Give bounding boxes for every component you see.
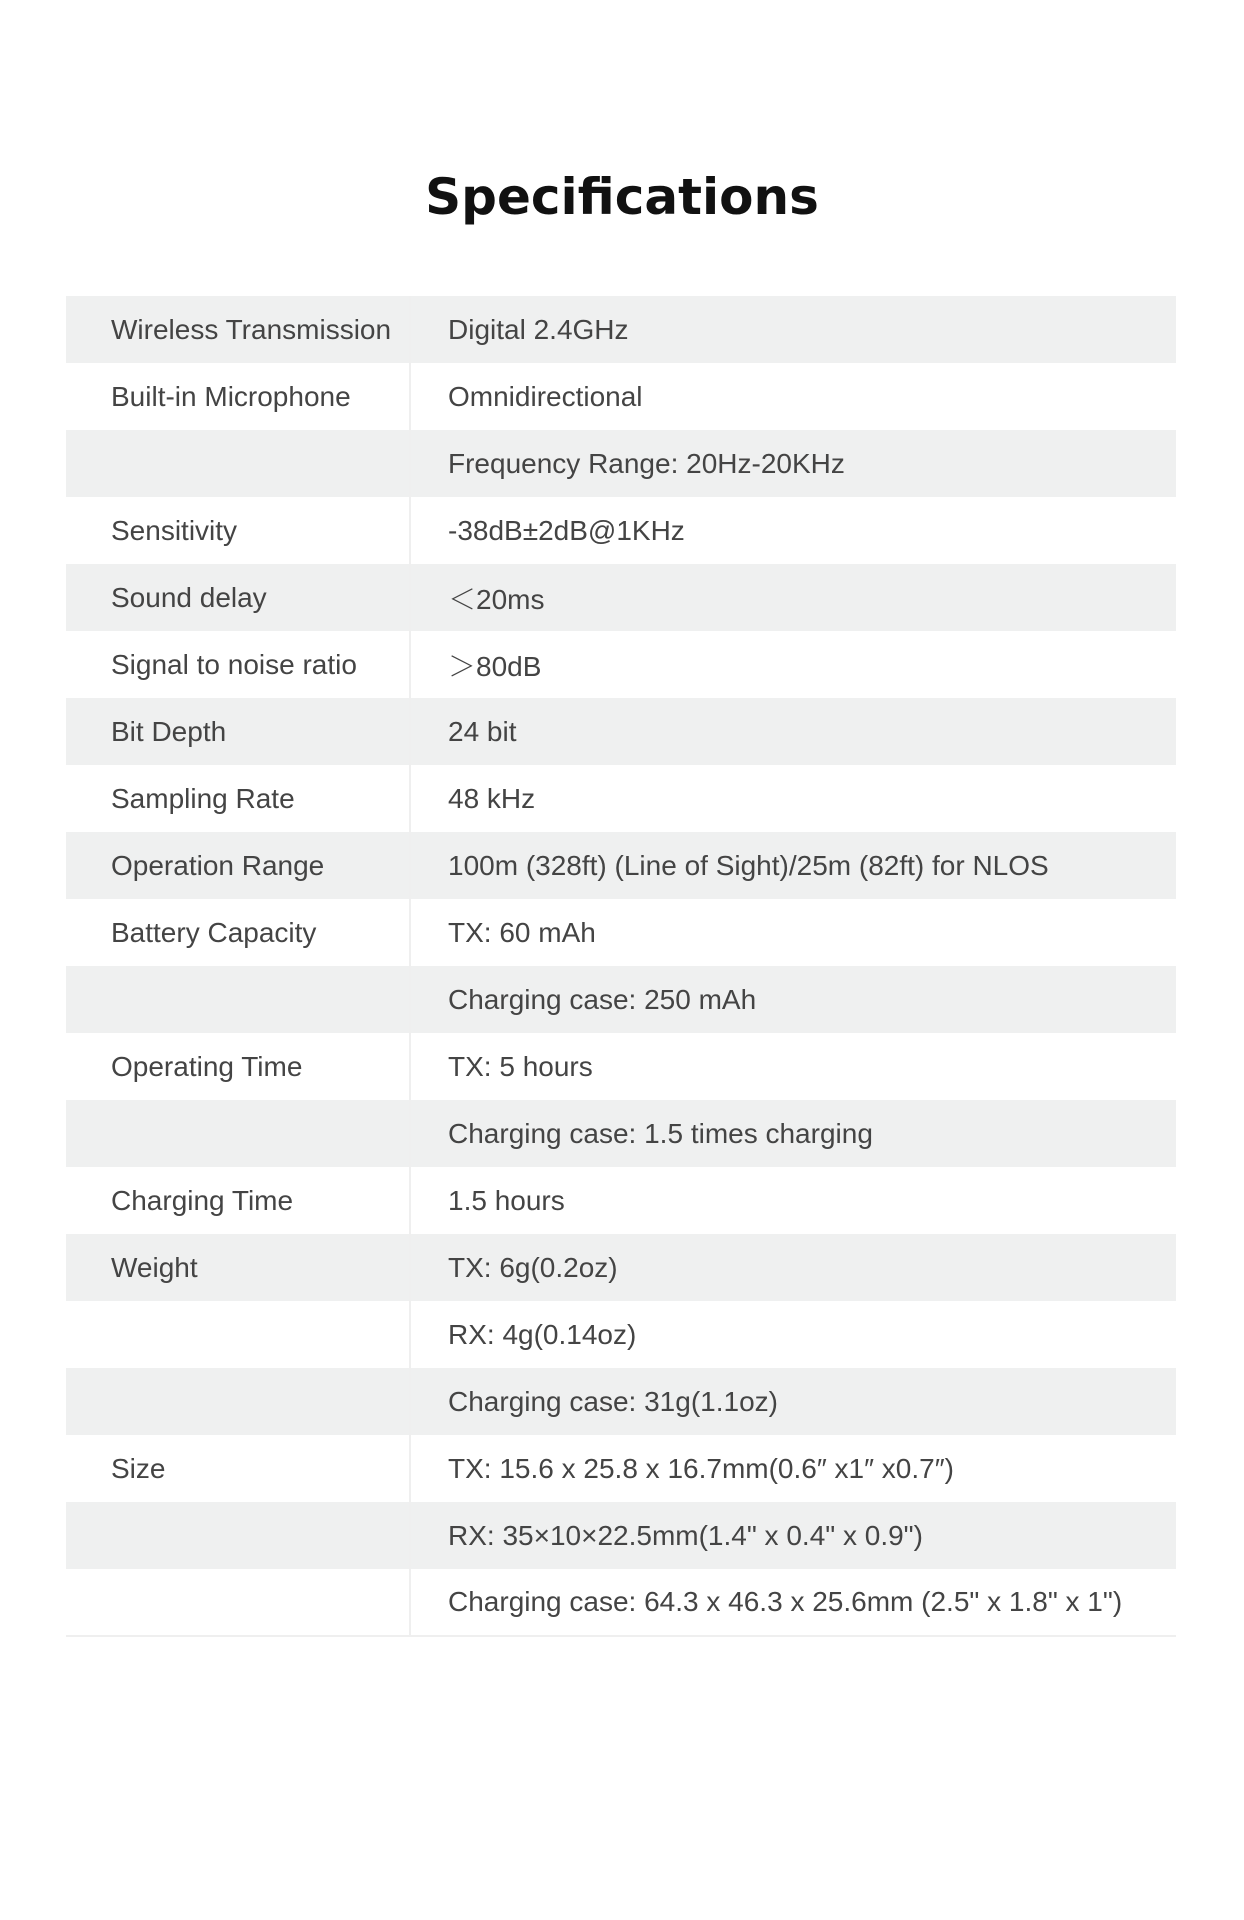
spec-value-signal-to-noise: ＞80dB <box>410 631 1176 698</box>
spec-value-size-case: Charging case: 64.3 x 46.3 x 25.6mm (2.5" x 1.8" x 1") <box>410 1569 1176 1636</box>
spec-value-operation-range: 100m (328ft) (Line of Sight)/25m (82ft) for NLOS <box>410 832 1176 899</box>
table-row <box>66 1435 1176 1502</box>
spec-label-bit-depth: Bit Depth <box>66 698 410 765</box>
spec-value-operating-time-case: Charging case: 1.5 times charging <box>410 1100 1176 1167</box>
table-row <box>66 497 1176 564</box>
spec-value-size-rx: RX: 35×10×22.5mm(1.4" x 0.4" x 0.9") <box>410 1502 1176 1569</box>
spec-value-size-tx: TX: 15.6 x 25.8 x 16.7mm(0.6″ x1″ x0.7″) <box>410 1435 1176 1502</box>
spec-value-bit-depth: 24 bit <box>410 698 1176 765</box>
table-row <box>66 363 1176 430</box>
table-row <box>66 1033 1176 1100</box>
spec-label-signal-to-noise: Signal to noise ratio <box>66 631 410 698</box>
spec-label-size: Size <box>66 1435 410 1502</box>
spec-label-sound-delay: Sound delay <box>66 564 410 631</box>
table-row <box>66 1234 1176 1301</box>
table-row <box>66 1301 1176 1368</box>
spec-value-built-in-microphone: Omnidirectional <box>410 363 1176 430</box>
table-row <box>66 966 1176 1033</box>
table-row <box>66 1569 1176 1636</box>
spec-label-operating-time: Operating Time <box>66 1033 410 1100</box>
table-row <box>66 631 1176 698</box>
spec-value-weight-tx: TX: 6g(0.2oz) <box>410 1234 1176 1301</box>
spec-value-operating-time-tx: TX: 5 hours <box>410 1033 1176 1100</box>
spec-label-empty <box>66 966 410 1033</box>
spec-label-sampling-rate: Sampling Rate <box>66 765 410 832</box>
spec-value-sound-delay: ＜20ms <box>410 564 1176 631</box>
spec-value-battery-capacity-case: Charging case: 250 mAh <box>410 966 1176 1033</box>
table-row <box>66 832 1176 899</box>
specifications-table <box>66 296 1176 1637</box>
table-row <box>66 765 1176 832</box>
spec-value-sensitivity: -38dB±2dB@1KHz <box>410 497 1176 564</box>
page-title: Specifications <box>425 168 819 226</box>
spec-label-empty <box>66 430 410 497</box>
table-row <box>66 698 1176 765</box>
table-row <box>66 899 1176 966</box>
spec-value-frequency-range: Frequency Range: 20Hz-20KHz <box>410 430 1176 497</box>
table-row <box>66 296 1176 363</box>
spec-label-built-in-microphone: Built-in Microphone <box>66 363 410 430</box>
spec-label-empty <box>66 1569 410 1636</box>
spec-label-empty <box>66 1368 410 1435</box>
spec-label-empty <box>66 1502 410 1569</box>
spec-label-sensitivity: Sensitivity <box>66 497 410 564</box>
table-row <box>66 1502 1176 1569</box>
spec-value-weight-case: Charging case: 31g(1.1oz) <box>410 1368 1176 1435</box>
table-row <box>66 1368 1176 1435</box>
spec-label-empty <box>66 1100 410 1167</box>
spec-value-weight-rx: RX: 4g(0.14oz) <box>410 1301 1176 1368</box>
table-row <box>66 564 1176 631</box>
table-row <box>66 1167 1176 1234</box>
spec-label-charging-time: Charging Time <box>66 1167 410 1234</box>
spec-value-sampling-rate: 48 kHz <box>410 765 1176 832</box>
spec-label-operation-range: Operation Range <box>66 832 410 899</box>
spec-value-battery-capacity-tx: TX: 60 mAh <box>410 899 1176 966</box>
spec-label-weight: Weight <box>66 1234 410 1301</box>
spec-value-charging-time: 1.5 hours <box>410 1167 1176 1234</box>
spec-label-wireless-transmission: Wireless Transmission <box>66 296 410 363</box>
table-row <box>66 1100 1176 1167</box>
table-row <box>66 430 1176 497</box>
spec-value-wireless-transmission: Digital 2.4GHz <box>410 296 1176 363</box>
spec-label-empty <box>66 1301 410 1368</box>
spec-label-battery-capacity: Battery Capacity <box>66 899 410 966</box>
